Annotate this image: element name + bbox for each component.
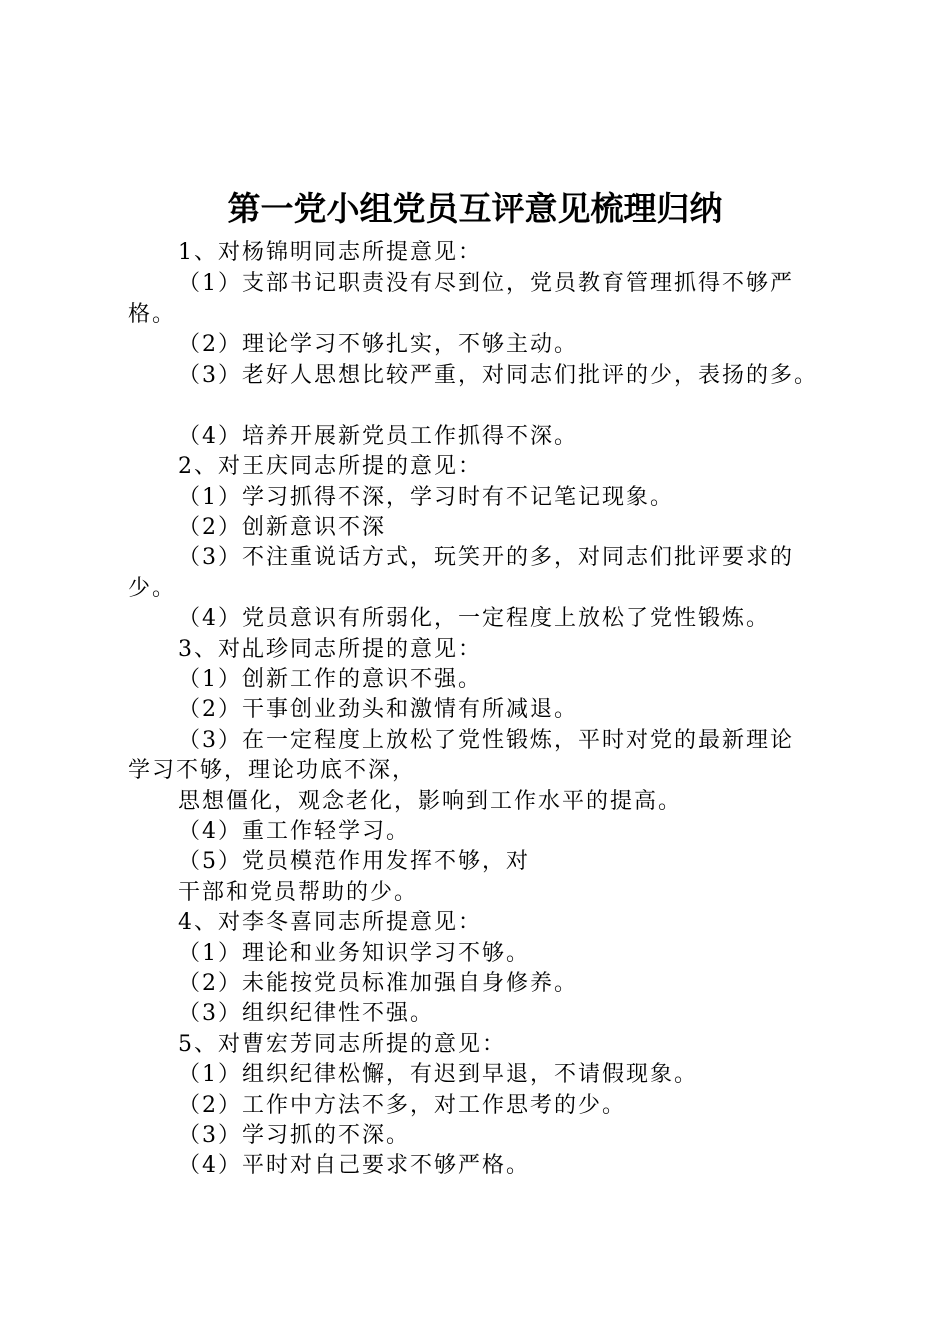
- section-heading: 5、对曹宏芳同志所提的意见：: [178, 1032, 506, 1057]
- section-heading: 4、对李冬喜同志所提意见：: [178, 910, 482, 935]
- section-heading: 2、对王庆同志所提的意见：: [178, 454, 482, 479]
- opinion-item: （1）学习抓得不深，学习时有不记笔记现象。: [178, 485, 674, 510]
- opinion-item: （1）理论和业务知识学习不够。: [178, 941, 530, 966]
- opinion-item: （2）未能按党员标准加强自身修养。: [178, 971, 578, 996]
- opinion-item-continuation: 格。: [128, 302, 177, 327]
- section-heading: 3、对乩珍同志所提的意见：: [178, 637, 482, 662]
- section-heading: 1、对杨锦明同志所提意见：: [178, 240, 482, 265]
- opinion-item-continuation: 思想僵化，观念老化，影响到工作水平的提高。: [178, 789, 683, 814]
- opinion-item: （2）干事创业劲头和激情有所减退。: [178, 697, 578, 722]
- opinion-item-continuation: 学习不够，理论功底不深，: [128, 758, 417, 783]
- opinion-item: （4）党员意识有所弱化，一定程度上放松了党性锻炼。: [178, 606, 770, 631]
- document-title: 第一党小组党员互评意见梳理归纳: [227, 189, 723, 228]
- opinion-item: （1）创新工作的意识不强。: [178, 667, 482, 692]
- opinion-item: （1）支部书记职责没有尽到位，党员教育管理抓得不够严: [178, 271, 794, 296]
- opinion-item: （4）培养开展新党员工作抓得不深。: [178, 424, 578, 449]
- opinion-item: （5）党员模范作用发挥不够，对: [178, 849, 530, 874]
- opinion-item: （1）组织纪律松懈，有迟到早退，不请假现象。: [178, 1062, 698, 1087]
- opinion-item-continuation: 干部和党员帮助的少。: [178, 880, 419, 905]
- opinion-item: （4）平时对自己要求不够严格。: [178, 1153, 530, 1178]
- opinion-item: （2）理论学习不够扎实，不够主动。: [178, 332, 578, 357]
- opinion-item: （3）组织纪律性不强。: [178, 1001, 434, 1026]
- opinion-item: （2）工作中方法不多，对工作思考的少。: [178, 1093, 626, 1118]
- opinion-item: （4）重工作轻学习。: [178, 819, 410, 844]
- opinion-item: （3）老好人思想比较严重，对同志们批评的少，表扬的多。: [178, 363, 818, 388]
- opinion-item: （3）在一定程度上放松了党性锻炼，平时对党的最新理论: [178, 728, 794, 753]
- opinion-item: （3）不注重说话方式，玩笑开的多，对同志们批评要求的: [178, 545, 794, 570]
- opinion-item: （2）创新意识不深: [178, 515, 386, 540]
- opinion-item: （3）学习抓的不深。: [178, 1123, 410, 1148]
- opinion-item-continuation: 少。: [128, 576, 177, 601]
